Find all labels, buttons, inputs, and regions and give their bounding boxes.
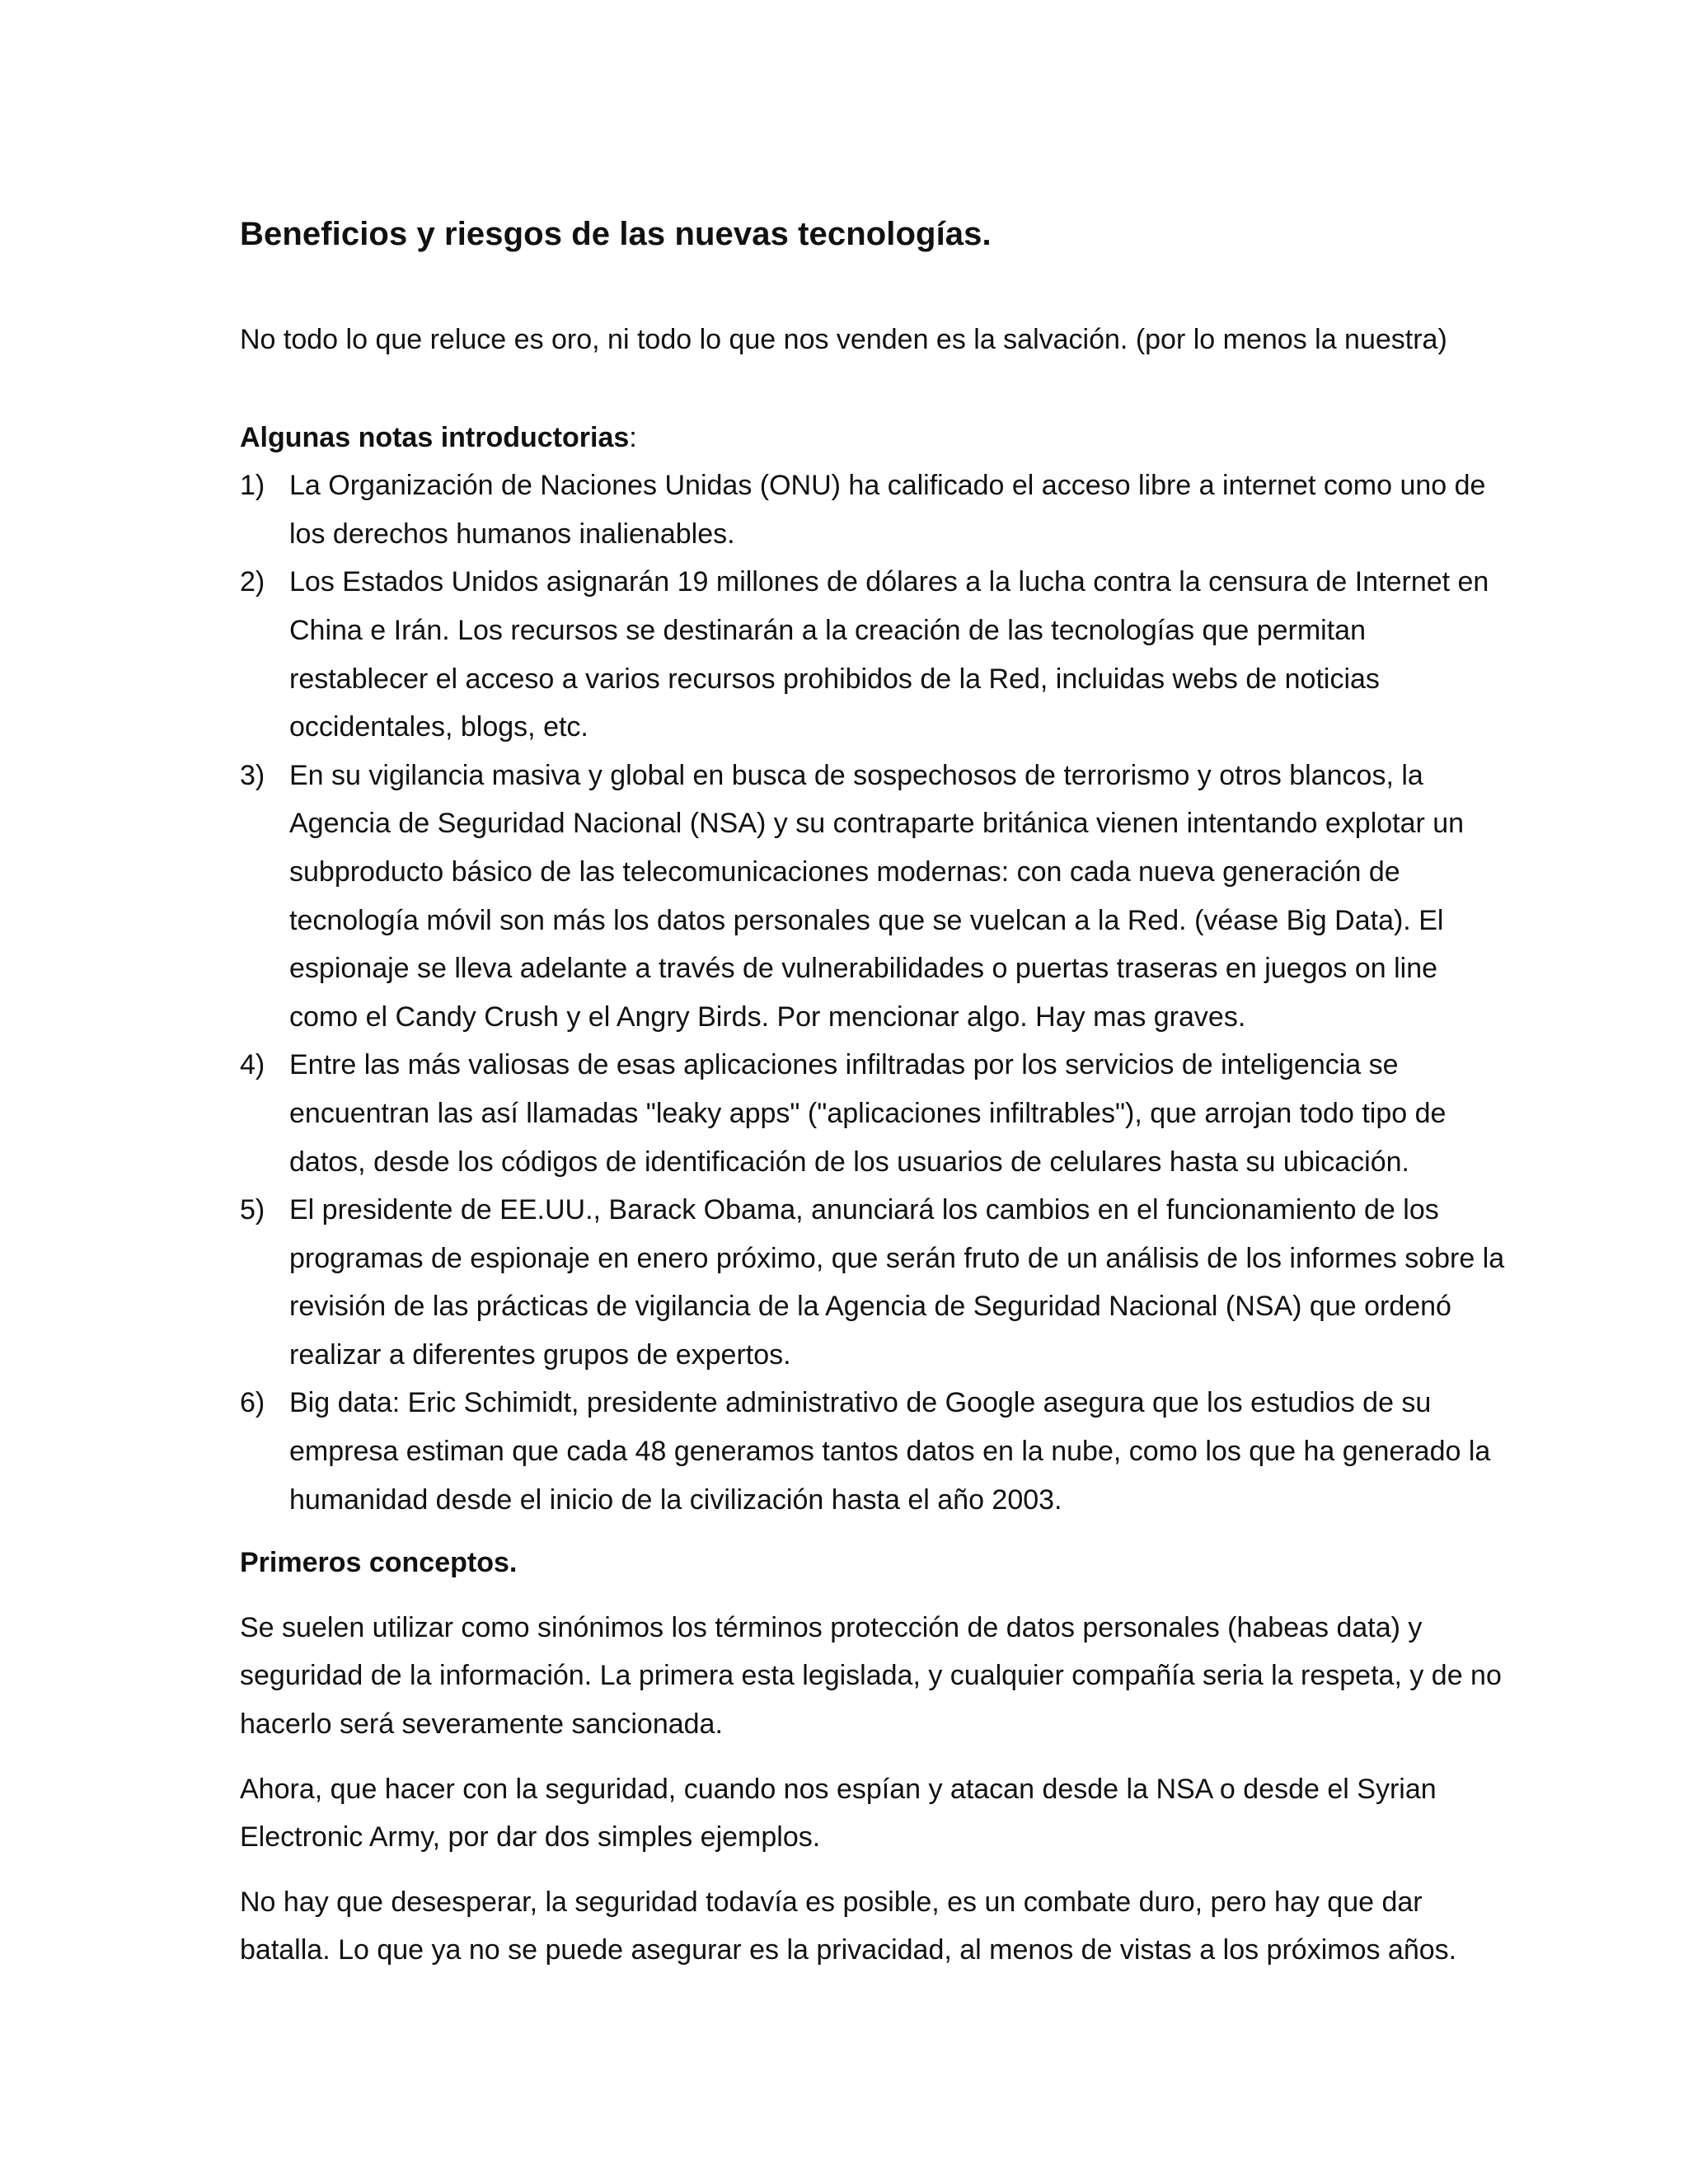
- paragraph: Se suelen utilizar como sinónimos los términos protección de datos personales (habeas data) y seguridad de la información. La primera esta legislada, y cualquier compañía seria la respeta, y de no hacerlo será severamente sancionada.: [240, 1611, 1502, 1741]
- list-item-text: Big data: Eric Schimidt, presidente administrativo de Google asegura que los estudios de su empresa estiman que cada 48 generamos tantos datos en la nube, como los que ha generado la humanidad desde el inicio de la civilización hasta el año 2003.: [289, 1387, 1491, 1516]
- list-item: [240, 752, 1509, 1042]
- list-item-text: La Organización de Naciones Unidas (ONU) ha calificado el acceso libre a internet como uno de los derechos humanos inalienables.: [289, 470, 1486, 550]
- list-item: [240, 1379, 1509, 1524]
- intro-notes-list: [240, 462, 1509, 1524]
- intro-heading-colon: :: [629, 421, 637, 453]
- paragraph: Ahora, que hacer con la seguridad, cuando nos espían y atacan desde la NSA o desde el Syrian Electronic Army, por dar dos simples ejemplos.: [240, 1773, 1437, 1854]
- list-item-text: El presidente de EE.UU., Barack Obama, anunciará los cambios en el funcionamiento de los programas de espionaje en enero próximo, que serán fruto de un análisis de los informes sobre la revisión de las prácticas de vigilancia de la Agencia de Seguridad Nacional (NSA) que ordenó realizar a diferentes grupos de expertos.: [289, 1194, 1505, 1371]
- list-item-text: Los Estados Unidos asignarán 19 millones de dólares a la lucha contra la censura de Internet en China e Irán. Los recursos se destinarán a la creación de las tecnologías que permitan restablecer el acceso a varios recursos prohibidos de la Red, incluidas webs de noticias occidentales, blogs, etc.: [289, 566, 1489, 743]
- intro-heading: [240, 414, 1509, 462]
- list-item-number: 4): [240, 1049, 265, 1081]
- list-item: [240, 1186, 1509, 1379]
- paragraph: No hay que desesperar, la seguridad todavía es posible, es un combate duro, pero hay que dar batalla. Lo que ya no se puede asegurar es la privacidad, al menos de vistas a los próximos años.: [240, 1886, 1457, 1966]
- list-item-number: 5): [240, 1194, 265, 1226]
- list-item-text: Entre las más valiosas de esas aplicaciones infiltradas por los servicios de inteligencia se encuentran las así llamadas "leaky apps" ("aplicaciones infiltrables"), que arrojan todo tipo de datos, desde los códigos de identificación de los usuarios de celulares hasta su ubicación.: [289, 1049, 1447, 1178]
- list-item-number: 6): [240, 1387, 265, 1419]
- concepts-heading: Primeros conceptos.: [240, 1547, 518, 1579]
- list-item: [240, 462, 1509, 558]
- document-subtitle: No todo lo que reluce es oro, ni todo lo que nos venden es la salvación. (por lo menos la nuestra): [240, 324, 1447, 355]
- intro-heading-text: Algunas notas introductorias: [240, 421, 630, 453]
- list-item: [240, 1041, 1509, 1186]
- list-item-text: En su vigilancia masiva y global en busca de sospechosos de terrorismo y otros blancos, la Agencia de Seguridad Nacional (NSA) y su contraparte británica vienen intentando explotar un subproducto básico de las telecomunicaciones modernas: con cada nueva generación de tecnología móvil son más los datos personales que se vuelcan a la Red. (véase Big Data). El espionaje se lleva adelante a través de vulnerabilidades o puertas traseras en juegos on line como el Candy Crush y el Angry Birds. Por mencionar algo. Hay mas graves.: [289, 759, 1465, 1033]
- document-body: [240, 210, 1509, 1975]
- document-title: Beneficios y riesgos de las nuevas tecnologías.: [240, 216, 992, 252]
- list-item-number: 3): [240, 759, 265, 791]
- list-item: [240, 558, 1509, 751]
- list-item-number: 1): [240, 470, 265, 502]
- list-item-number: 2): [240, 566, 265, 598]
